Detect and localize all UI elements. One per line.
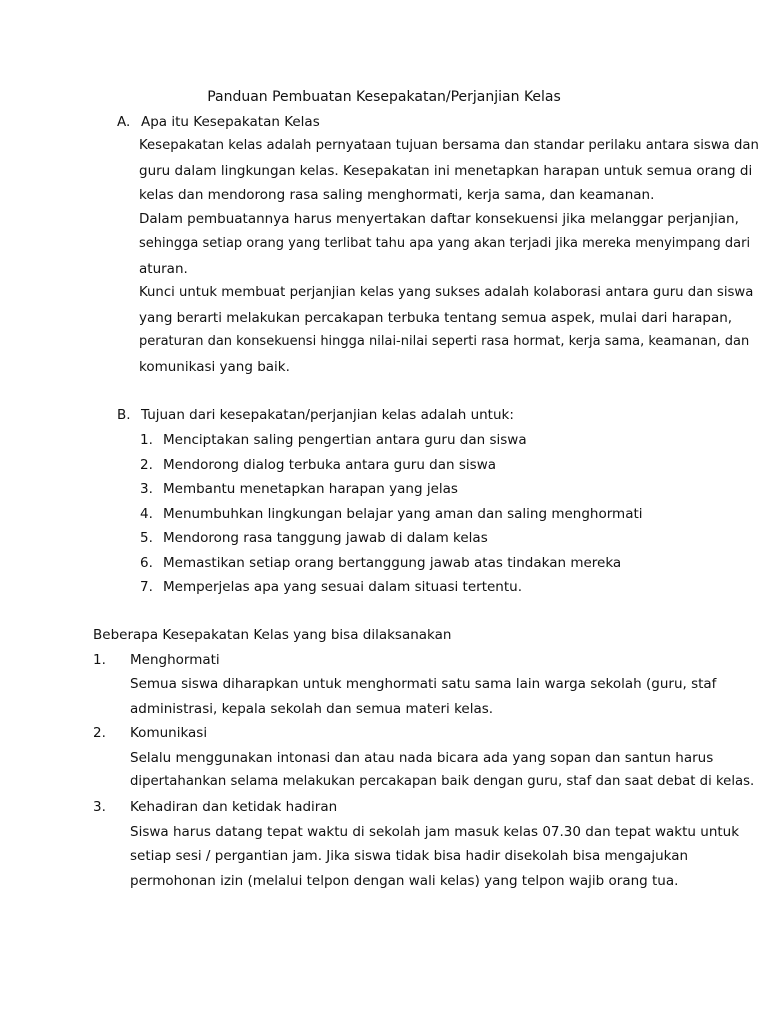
section-a-line: Kunci untuk membuat perjanjian kelas yang sukses adalah kolaborasi antara guru dan siswa	[139, 285, 754, 300]
section-a-line: Dalam pembuatannya harus menyertakan daftar konsekuensi jika melanggar perjanjian,	[139, 211, 739, 227]
section-a-line: sehingga setiap orang yang terlibat tahu apa yang akan terjadi jika mereka menyimpang dari	[139, 236, 751, 251]
section-a-heading: Apa itu Kesepakatan Kelas	[141, 114, 320, 130]
agreement-line: Selalu menggunakan intonasi dan atau nada bicara ada yang sopan dan santun harus	[130, 750, 714, 766]
section-a-line: yang berarti melakukan percakapan terbuka tentang semua aspek, mulai dari harapan,	[139, 310, 733, 326]
section-a-line: kelas dan mendorong rasa saling menghormati, kerja sama, dan keamanan.	[139, 187, 655, 203]
agreement-line: dipertahankan selama melakukan percakapan baik dengan guru, staf dan saat debat di kelas.	[130, 774, 755, 789]
list-item: Memastikan setiap orang bertanggung jawab atas tindakan mereka	[163, 555, 622, 571]
section-a-line: peraturan dan konsekuensi hingga nilai-nilai seperti rasa hormat, kerja sama, keamanan, dan	[139, 334, 750, 349]
section-a-line: komunikasi yang baik.	[139, 359, 290, 375]
list-item-number: 7.	[140, 579, 153, 595]
list-item: Membantu menetapkan harapan yang jelas	[163, 481, 458, 497]
section-b-letter: B.	[117, 407, 131, 423]
agreement-line: administrasi, kepala sekolah dan semua materi kelas.	[130, 701, 494, 717]
document-title: Panduan Pembuatan Kesepakatan/Perjanjian Kelas	[207, 89, 561, 105]
agreement-heading: Komunikasi	[130, 725, 208, 741]
agreement-line: setiap sesi / pergantian jam. Jika siswa tidak bisa hadir disekolah bisa mengajukan	[130, 848, 689, 864]
section-a-line: guru dalam lingkungan kelas. Kesepakatan ini menetapkan harapan untuk semua orang di	[139, 163, 753, 179]
list-item: Mendorong rasa tanggung jawab di dalam kelas	[163, 530, 488, 546]
list-item-number: 3.	[140, 481, 153, 497]
list-item: Mendorong dialog terbuka antara guru dan siswa	[163, 457, 497, 473]
agreement-line: Semua siswa diharapkan untuk menghormati satu sama lain warga sekolah (guru, staf	[130, 676, 717, 692]
list-item: Memperjelas apa yang sesuai dalam situasi tertentu.	[163, 579, 522, 595]
section-a-line: Kesepakatan kelas adalah pernyataan tujuan bersama dan standar perilaku antara siswa dan	[139, 138, 759, 153]
agreement-heading: Menghormati	[130, 652, 220, 668]
agreement-heading: Kehadiran dan ketidak hadiran	[130, 799, 338, 815]
section-b-heading: Tujuan dari kesepakatan/perjanjian kelas adalah untuk:	[141, 407, 514, 423]
agreement-number: 1.	[93, 652, 106, 668]
list-item-number: 5.	[140, 530, 153, 546]
list-item: Menumbuhkan lingkungan belajar yang aman dan saling menghormati	[163, 506, 643, 522]
list-item-number: 1.	[140, 432, 153, 448]
agreements-heading: Beberapa Kesepakatan Kelas yang bisa dilaksanakan	[93, 627, 452, 643]
agreement-line: permohonan izin (melalui telpon dengan wali kelas) yang telpon wajib orang tua.	[130, 873, 679, 889]
list-item-number: 6.	[140, 555, 153, 571]
agreement-number: 3.	[93, 799, 106, 815]
list-item: Menciptakan saling pengertian antara guru dan siswa	[163, 432, 527, 448]
agreement-line: Siswa harus datang tepat waktu di sekolah jam masuk kelas 07.30 dan tepat waktu untuk	[130, 824, 740, 840]
list-item-number: 4.	[140, 506, 153, 522]
agreement-number: 2.	[93, 725, 106, 741]
section-a-letter: A.	[117, 114, 131, 130]
list-item-number: 2.	[140, 457, 153, 473]
section-a-line: aturan.	[139, 261, 188, 277]
